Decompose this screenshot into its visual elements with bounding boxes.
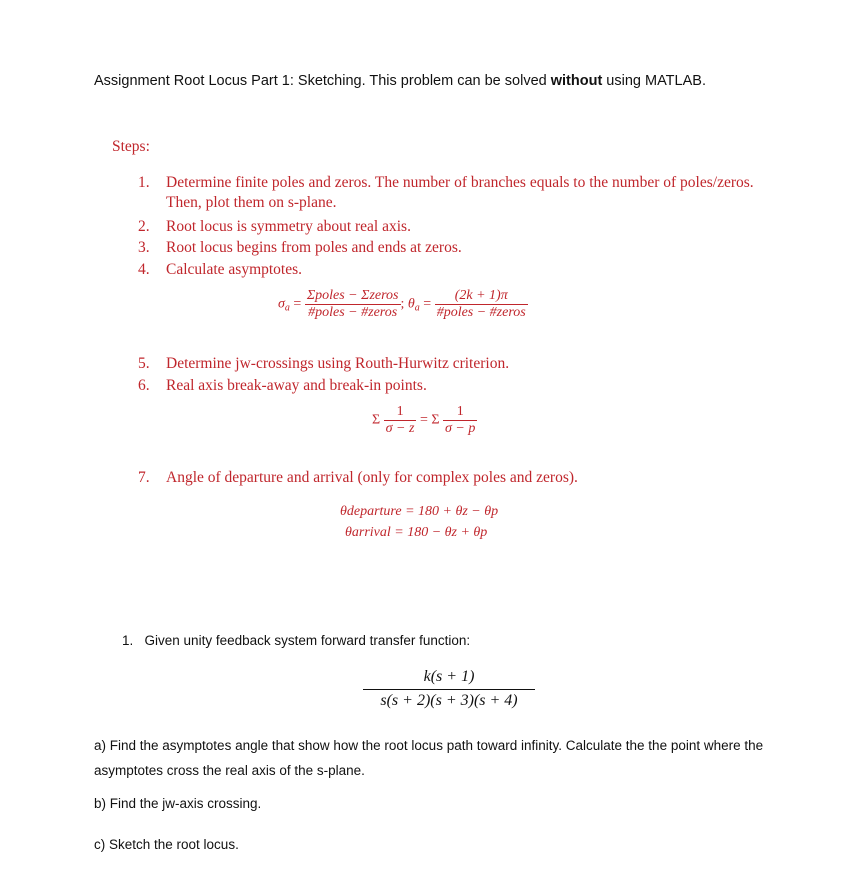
problem-part-a: a) Find the asymptotes angle that show how the root locus path toward infinity. Calculate the the point where the asymptotes cross the real axis of the s-plane. <box>94 738 764 778</box>
problem-part-b: b) Find the jw-axis crossing. <box>94 796 262 811</box>
title-bold-word: without <box>550 73 603 89</box>
assignment-title: Assignment Root Locus Part 1: Sketching. This problem can be solved without using MATLAB. <box>94 73 706 89</box>
breakaway-formula: Σ $\frac{1}{\sigma - z}$ = Σ $\frac{1}{\sigma - p}$ <box>372 404 476 436</box>
sigma-fraction: $\frac{\text{Σpoles − Σzeros}}{\text{\#poles − \#zeros}}$ <box>306 288 399 320</box>
break-right-fraction: $\frac{1}{\sigma - p}$ <box>445 404 476 436</box>
transfer-function: k(s + 1) s(s + 2)(s + 3)(s + 4) <box>363 668 535 710</box>
break-left-fraction: $\frac{1}{\sigma - z}$ <box>385 404 415 436</box>
steps-heading: Steps: <box>112 138 150 155</box>
arrival-formula: θarrival = 180 − θz + θp <box>345 525 488 540</box>
problem-intro: 1. Given unity feedback system forward transfer function: <box>122 633 471 648</box>
asymptote-formulas: $\sigma_a$ = $\frac{\text{Σpoles − Σzeros}}{\text{\#poles − \#zeros}}$ ; $\theta_a$ = $\frac{(2k + 1)\pi}{\text{\#poles − \#zeros}}$ <box>278 288 526 320</box>
departure-formula: θdeparture = 180 + θz − θp <box>340 504 499 519</box>
problem-part-c: c) Sketch the root locus. <box>94 837 239 852</box>
theta-fraction: $\frac{(2k + 1)\pi}{\text{\#poles − \#zeros}}$ <box>436 288 526 320</box>
